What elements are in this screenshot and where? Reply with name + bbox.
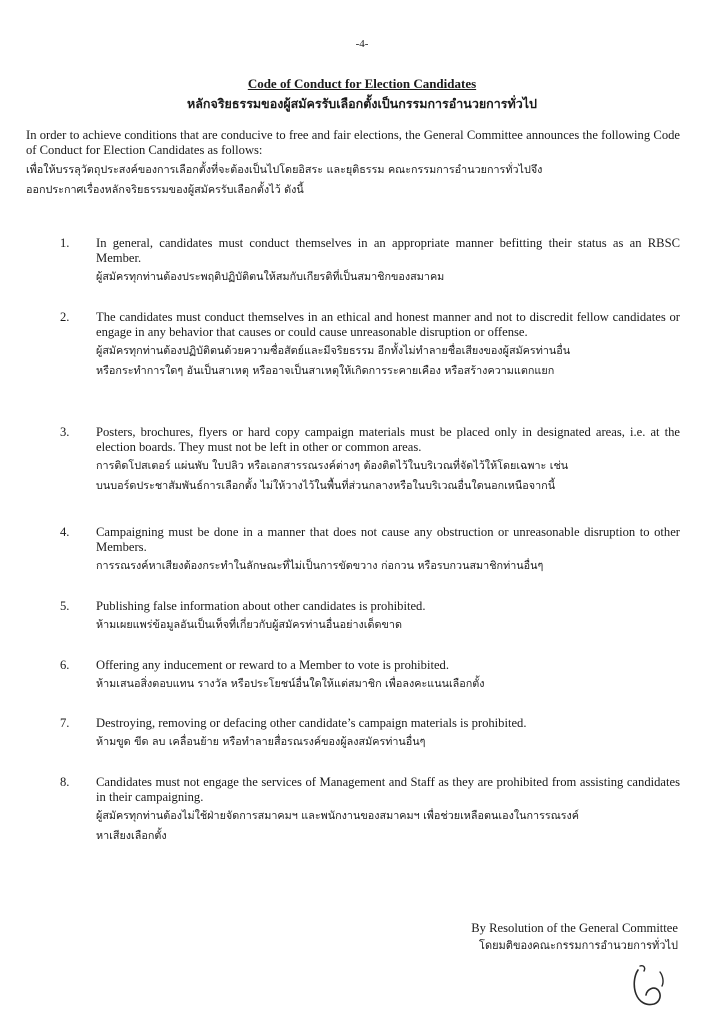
- item-body: [96, 658, 680, 694]
- item-th-line: ผู้สมัครทุกท่านต้องปฏิบัติตนด้วยความซื่อสัตย์และมีจริยธรรม อีกทั้งไม่ทำลายชื่อเสียงของผู้สมัครท่านอื่น: [96, 344, 571, 357]
- item-text-en: Candidates must not engage the services of Management and Staff as they are prohibited from assisting candidates in their campaigning.: [96, 775, 680, 804]
- item-number: 1.: [60, 236, 70, 250]
- intro-th-line: ออกประกาศเรื่องหลักจริยธรรมของผู้สมัครรับเลือกตั้งไว้ ดังนี้: [26, 183, 304, 196]
- item-th-line: ห้ามเสนอสิ่งตอบแทน รางวัล หรือประโยชน์อื่นใดให้แต่สมาชิก เพื่อลงคะแนนเลือกตั้ง: [96, 677, 485, 690]
- item-text-en: The candidates must conduct themselves in an ethical and honest manner and not to discredit fellow candidates or engage in any behavior that causes or could cause unreasonable disruption or offense.: [96, 310, 680, 339]
- handwritten-signature-icon: [616, 962, 676, 1012]
- item-text-en: Campaigning must be done in a manner that does not cause any obstruction or unreasonable disruption to other Members.: [96, 525, 680, 554]
- item-number: 2.: [60, 310, 70, 324]
- signature-block: [380, 920, 678, 955]
- item-text-th: [96, 732, 680, 752]
- item-th-line: การติดโปสเตอร์ แผ่นพับ ใบปลิว หรือเอกสารรณรงค์ต่างๆ ต้องติดไว้ในบริเวณที่จัดไว้ให้โดยเฉพาะ เช่น: [96, 459, 569, 472]
- item-body: [96, 236, 680, 287]
- item-th-line: ห้ามขูด ขีด ลบ เคลื่อนย้าย หรือทำลายสื่อรณรงค์ของผู้ลงสมัครท่านอื่นๆ: [96, 735, 426, 748]
- item-th-line: หาเสียงเลือกตั้ง: [96, 829, 167, 842]
- item-body: [96, 425, 680, 496]
- item-number: 5.: [60, 599, 70, 613]
- item-text-th: [96, 615, 680, 635]
- item-text-en: In general, candidates must conduct themselves in an appropriate manner befitting their status as an RBSC Member.: [96, 236, 680, 265]
- item-text-en: Offering any inducement or reward to a Member to vote is prohibited.: [96, 658, 449, 672]
- item-body: [96, 716, 680, 752]
- resolution-text-th: โดยมติของคณะกรรมการอำนวยการทั่วไป: [479, 939, 678, 952]
- item-number: 3.: [60, 425, 70, 439]
- resolution-text-en: By Resolution of the General Committee: [471, 921, 678, 935]
- item-text-th: [96, 674, 680, 694]
- page-number: -4-: [355, 38, 369, 50]
- item-body: [96, 775, 680, 846]
- item-body: [96, 310, 680, 381]
- item-text-en: Publishing false information about other candidates is prohibited.: [96, 599, 426, 613]
- item-th-line: ห้ามเผยแพร่ข้อมูลอันเป็นเท็จที่เกี่ยวกับผู้สมัครท่านอื่นอย่างเด็ดขาด: [96, 618, 402, 631]
- document-title-th: หลักจริยธรรมของผู้สมัครรับเลือกตั้งเป็นกรรมการอำนวยการทั่วไป: [187, 96, 537, 111]
- item-text-th: [96, 556, 680, 576]
- item-th-line: บนบอร์ดประชาสัมพันธ์การเลือกตั้ง ไม่ให้วางไว้ในพื้นที่ส่วนกลางหรือในบริเวณอื่นใดนอกเหนือจากนี้: [96, 479, 556, 492]
- item-text-th: [96, 456, 680, 496]
- item-number: 6.: [60, 658, 70, 672]
- item-number: 8.: [60, 775, 70, 789]
- item-body: [96, 525, 680, 576]
- intro-text-en: In order to achieve conditions that are conducive to free and fair elections, the General Committee announces the following Code of Conduct for Election Candidates as follows:: [26, 128, 680, 157]
- item-th-line: ผู้สมัครทุกท่านต้องประพฤติปฏิบัติตนให้สมกับเกียรติที่เป็นสมาชิกของสมาคม: [96, 270, 445, 283]
- item-text-th: [96, 341, 680, 381]
- item-number: 7.: [60, 716, 70, 730]
- item-text-th: [96, 267, 680, 287]
- item-th-line: การรณรงค์หาเสียงต้องกระทำในลักษณะที่ไม่เป็นการขัดขวาง ก่อกวน หรือรบกวนสมาชิกท่านอื่นๆ: [96, 559, 544, 572]
- item-number: 4.: [60, 525, 70, 539]
- item-text-en: Destroying, removing or defacing other candidate’s campaign materials is prohibited.: [96, 716, 527, 730]
- item-text-en: Posters, brochures, flyers or hard copy campaign materials must be placed only in designated areas, i.e. at the election boards. They must not be left in other or common areas.: [96, 425, 680, 454]
- intro-th-line: เพื่อให้บรรลุวัตถุประสงค์ของการเลือกตั้งที่จะต้องเป็นไปโดยอิสระ และยุติธรรม คณะกรรมการอำนวยการทั่วไปจึง: [26, 163, 543, 176]
- item-th-line: ผู้สมัครทุกท่านต้องไม่ใช้ฝ่ายจัดการสมาคมฯ และพนักงานของสมาคมฯ เพื่อช่วยเหลือตนเองในการรณรงค์: [96, 809, 580, 822]
- item-text-th: [96, 806, 680, 846]
- document-title-en: Code of Conduct for Election Candidates: [247, 76, 477, 91]
- item-body: [96, 599, 680, 635]
- item-th-line: หรือกระทำการใดๆ อันเป็นสาเหตุ หรืออาจเป็นสาเหตุให้เกิดการระคายเคือง หรือสร้างความแตกแยก: [96, 364, 555, 377]
